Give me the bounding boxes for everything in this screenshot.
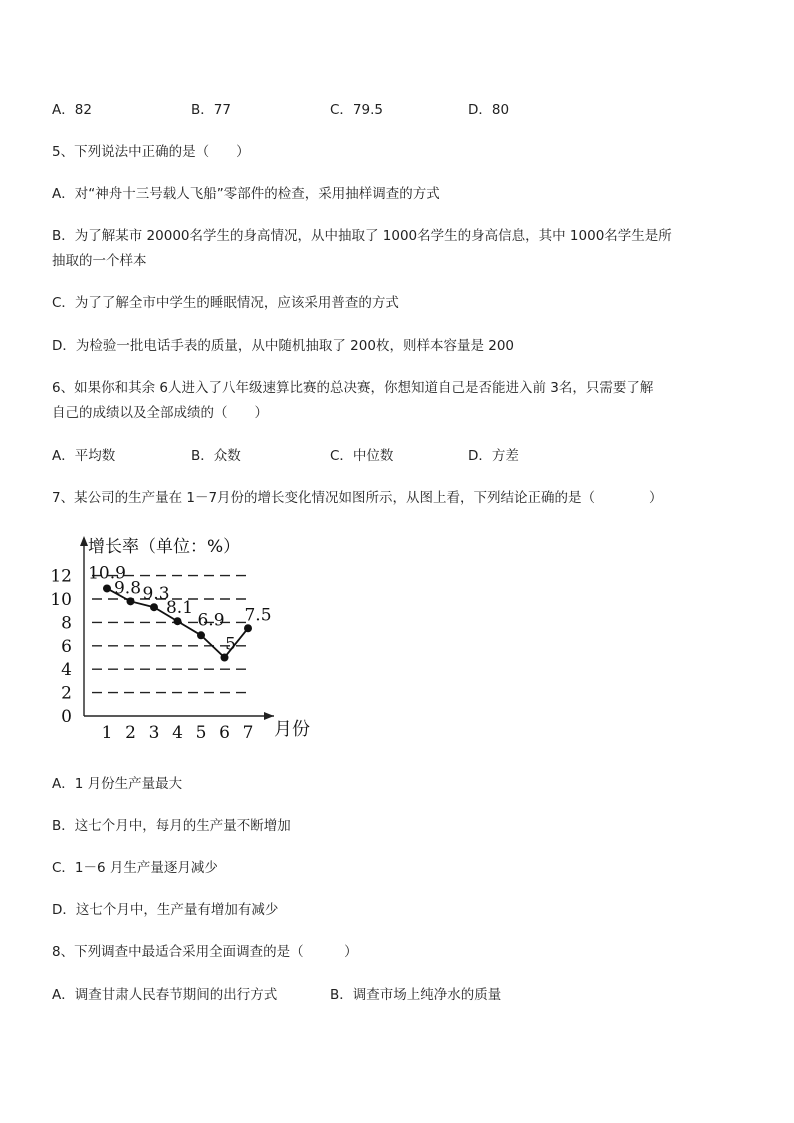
q6-option-c: C．中位数	[330, 448, 394, 464]
data-point-7	[244, 624, 252, 632]
chart-data-labels	[88, 563, 271, 654]
q6-option-d: D．方差	[468, 448, 519, 464]
q7-option-a: A．1 月份生产量最大	[52, 776, 183, 792]
data-label-1: 10.9	[88, 563, 126, 584]
x-tick-label: 6	[219, 723, 230, 743]
q8-option-a: A．调查甘肃人民春节期间的出行方式	[52, 987, 278, 1003]
data-label-3: 9.3	[142, 584, 170, 605]
data-point-1	[103, 584, 111, 592]
x-tick-label: 3	[148, 723, 160, 743]
y-tick-label: 4	[61, 660, 72, 681]
x-tick-label: 5	[195, 723, 207, 743]
data-label-2: 9.8	[113, 578, 142, 599]
data-point-2	[127, 597, 135, 605]
q4-option-c: C．79.5	[330, 102, 383, 118]
q7-option-c: C．1－6 月生产量逐月减少	[52, 860, 218, 876]
y-tick-label: 10	[50, 590, 72, 610]
data-point-4	[174, 617, 182, 625]
q5-option-a: A．对“神舟十三号载人飞船”零部件的检查，采用抽样调查的方式	[52, 186, 440, 202]
data-label-6: 5	[225, 634, 236, 655]
data-point-5	[197, 631, 205, 639]
data-point-3	[150, 603, 158, 611]
growth-rate-line-chart	[50, 530, 326, 745]
y-axis-arrow	[80, 536, 88, 546]
chart-x-ticks	[102, 723, 254, 743]
q5-option-b: B．为了解某市 20000名学生的身高情况，从中抽取了 1000名学生的身高信息，其中 1000名学生是所	[52, 228, 672, 244]
chart-x-axis-title: 月份	[274, 719, 310, 740]
y-tick-label: 0	[61, 707, 72, 727]
y-tick-label: 2	[61, 683, 72, 704]
x-tick-label: 1	[101, 723, 113, 743]
y-tick-label: 6	[61, 636, 72, 657]
q5-option-c: C．为了了解全市中学生的睡眠情况，应该采用普查的方式	[52, 295, 399, 311]
y-tick-label: 8	[61, 613, 72, 634]
x-tick-label: 4	[172, 723, 183, 743]
q5-stem: 5、下列说法中正确的是（ ）	[52, 144, 250, 160]
chart-y-ticks	[50, 567, 72, 727]
q4-option-d: D．80	[468, 102, 510, 118]
q6-option-b: B．众数	[191, 448, 241, 464]
x-tick-label: 7	[242, 723, 254, 743]
data-point-6	[221, 654, 229, 662]
data-label-4: 8.1	[165, 598, 194, 619]
q5-option-d: D．为检验一批电话手表的质量，从中随机抽取了 200枚，则样本容量是 200	[52, 338, 515, 354]
q4-option-a: A．82	[52, 102, 92, 118]
y-tick-label: 12	[50, 566, 72, 587]
q7-option-b: B．这七个月中，每月的生产量不断增加	[52, 818, 291, 834]
q7-stem: 7、某公司的生产量在 1－7月份的增长变化情况如图所示，从图上看，下列结论正确的是（ ）	[52, 490, 663, 506]
chart-y-axis-title: 增长率（单位：%）	[88, 537, 241, 557]
x-tick-label: 2	[125, 723, 136, 743]
q7-option-d: D．这七个月中，生产量有增加有减少	[52, 902, 279, 918]
q6-stem-line1: 6、如果你和其余 6人进入了八年级速算比赛的总决赛，你想知道自己是否能进入前 3名，只需要了解	[52, 380, 654, 396]
q8-stem: 8、下列调查中最适合采用全面调查的是（ ）	[52, 944, 358, 960]
q4-option-b: B．77	[191, 102, 231, 118]
x-axis-arrow	[264, 712, 274, 720]
q8-option-b: B．调查市场上纯净水的质量	[330, 987, 502, 1003]
q5-option-b-continued: 抽取的一个样本	[52, 253, 147, 269]
data-label-7: 7.5	[244, 605, 272, 626]
q6-stem-line2: 自己的成绩以及全部成绩的（ ）	[52, 405, 268, 421]
data-label-5: 6.9	[197, 610, 225, 631]
q6-option-a: A．平均数	[52, 448, 116, 464]
